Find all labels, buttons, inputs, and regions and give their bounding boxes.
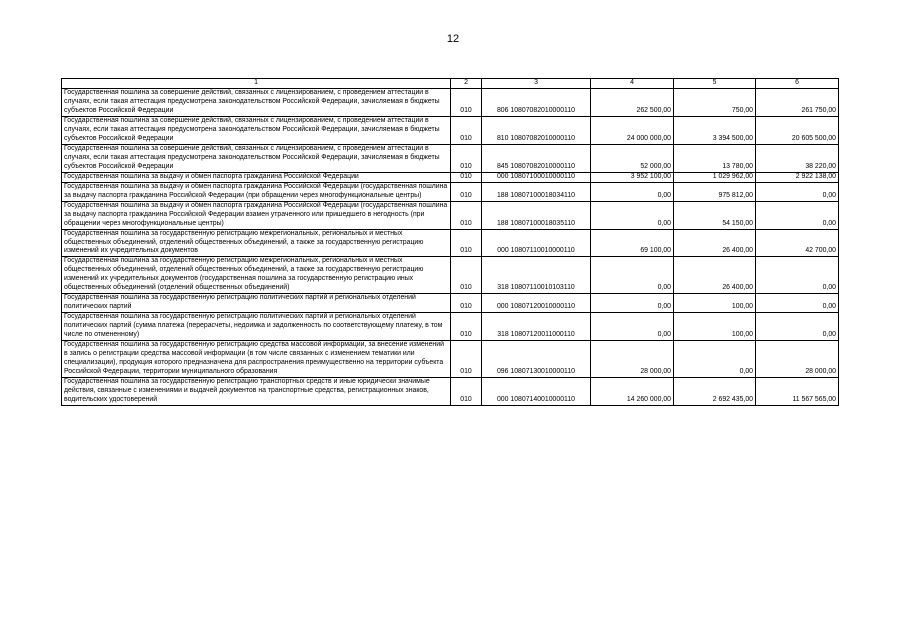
row-name-cell: Государственная пошлина за совершение действий, связанных с лицензированием, с проведением аттестации в случаях, если такая аттестация предусмотрена законодательством Российской Федерации, зачисляемая в бюджеты субъектов Российской Федерации [62, 116, 451, 144]
row-code-cell: 010 [451, 229, 482, 257]
row-budget-code-cell: 000 10807110010000110 [482, 229, 591, 257]
column-header: 4 [591, 79, 674, 89]
row-unexecuted-amount-cell: 28 000,00 [756, 341, 839, 378]
row-code-cell: 010 [451, 294, 482, 313]
row-code-cell: 010 [451, 89, 482, 117]
row-approved-amount-cell: 3 952 100,00 [591, 172, 674, 182]
row-unexecuted-amount-cell: 261 750,00 [756, 89, 839, 117]
row-name-cell: Государственная пошлина за выдачу и обмен паспорта гражданина Российской Федерации (государственная пошлина за выдачу паспорта гражданина Российской Федерации (при обращении через многофункциональные центры) [62, 182, 451, 201]
row-approved-amount-cell: 262 500,00 [591, 89, 674, 117]
row-executed-amount-cell: 54 150,00 [674, 201, 756, 229]
row-approved-amount-cell: 52 000,00 [591, 144, 674, 172]
row-name-cell: Государственная пошлина за государственную регистрацию межрегиональных, региональных и местных общественных объединений, отделений общественных объединений, а также за государственную регистрацию изменений их учредительных документов [62, 229, 451, 257]
row-name-cell: Государственная пошлина за государственную регистрацию межрегиональных, региональных и местных общественных объединений, отделений общественных объединений, а также за государственную регистрацию изменений их учредительных документов (государственная пошлина за государственную регистрацию иных общественных объединений (отделений общественных объединений) [62, 257, 451, 294]
table-row [62, 116, 839, 144]
column-number-header-row [62, 79, 839, 89]
row-approved-amount-cell: 28 000,00 [591, 341, 674, 378]
table-row [62, 378, 839, 406]
row-unexecuted-amount-cell: 0,00 [756, 257, 839, 294]
column-header: 1 [62, 79, 451, 89]
row-executed-amount-cell: 1 029 962,00 [674, 172, 756, 182]
row-approved-amount-cell: 0,00 [591, 201, 674, 229]
row-approved-amount-cell: 0,00 [591, 294, 674, 313]
row-code-cell: 010 [451, 172, 482, 182]
row-code-cell: 010 [451, 341, 482, 378]
table-row [62, 294, 839, 313]
row-unexecuted-amount-cell: 0,00 [756, 201, 839, 229]
row-name-cell: Государственная пошлина за совершение действий, связанных с лицензированием, с проведением аттестации в случаях, если такая аттестация предусмотрена законодательством Российской Федерации, зачисляемая в бюджеты субъектов Российской Федерации [62, 89, 451, 117]
row-name-cell: Государственная пошлина за государственную регистрацию политических партий и региональных отделений политических партий (сумма платежа (перерасчеты, недоимка и задолженность по соответствующему платежу, в том числе по отмененному) [62, 313, 451, 341]
row-budget-code-cell: 000 10807140010000110 [482, 378, 591, 406]
table-row [62, 229, 839, 257]
row-unexecuted-amount-cell: 20 605 500,00 [756, 116, 839, 144]
row-budget-code-cell: 188 10807100018034110 [482, 182, 591, 201]
row-unexecuted-amount-cell: 2 922 138,00 [756, 172, 839, 182]
row-code-cell: 010 [451, 144, 482, 172]
column-header: 5 [674, 79, 756, 89]
row-budget-code-cell: 318 10807110010103110 [482, 257, 591, 294]
row-name-cell: Государственная пошлина за государственную регистрацию политических партий и региональных отделений политических партий [62, 294, 451, 313]
row-executed-amount-cell: 3 394 500,00 [674, 116, 756, 144]
row-unexecuted-amount-cell: 38 220,00 [756, 144, 839, 172]
row-approved-amount-cell: 0,00 [591, 182, 674, 201]
row-code-cell: 010 [451, 257, 482, 294]
row-unexecuted-amount-cell: 42 700,00 [756, 229, 839, 257]
row-code-cell: 010 [451, 116, 482, 144]
row-name-cell: Государственная пошлина за государственную регистрацию средства массовой информации, за внесение изменений в запись о регистрации средства массовой информации (в том числе связанных с изменением тематики или специализации), продукция которого предназначена для распространения преимущественно на территории субъекта Российской Федерации, территории муниципального образования [62, 341, 451, 378]
row-budget-code-cell: 000 10807100010000110 [482, 172, 591, 182]
row-budget-code-cell: 188 10807100018035110 [482, 201, 591, 229]
row-approved-amount-cell: 0,00 [591, 257, 674, 294]
row-budget-code-cell: 318 10807120011000110 [482, 313, 591, 341]
row-executed-amount-cell: 2 692 435,00 [674, 378, 756, 406]
table-row [62, 201, 839, 229]
row-executed-amount-cell: 26 400,00 [674, 257, 756, 294]
row-executed-amount-cell: 100,00 [674, 313, 756, 341]
row-unexecuted-amount-cell: 0,00 [756, 294, 839, 313]
table-row [62, 144, 839, 172]
table-row [62, 313, 839, 341]
row-executed-amount-cell: 13 780,00 [674, 144, 756, 172]
row-name-cell: Государственная пошлина за совершение действий, связанных с лицензированием, с проведением аттестации в случаях, если такая аттестация предусмотрена законодательством Российской Федерации, зачисляемая в бюджеты субъектов Российской Федерации [62, 144, 451, 172]
row-budget-code-cell: 000 10807120010000110 [482, 294, 591, 313]
row-name-cell: Государственная пошлина за выдачу и обмен паспорта гражданина Российской Федерации [62, 172, 451, 182]
row-executed-amount-cell: 0,00 [674, 341, 756, 378]
table-row [62, 182, 839, 201]
row-approved-amount-cell: 14 260 000,00 [591, 378, 674, 406]
row-unexecuted-amount-cell: 0,00 [756, 182, 839, 201]
table-row [62, 172, 839, 182]
page-number: 12 [446, 33, 460, 45]
table-row [62, 341, 839, 378]
row-unexecuted-amount-cell: 11 567 565,00 [756, 378, 839, 406]
column-header: 6 [756, 79, 839, 89]
row-budget-code-cell: 806 10807082010000110 [482, 89, 591, 117]
row-budget-code-cell: 845 10807082010000110 [482, 144, 591, 172]
row-code-cell: 010 [451, 313, 482, 341]
row-budget-code-cell: 810 10807082010000110 [482, 116, 591, 144]
row-executed-amount-cell: 100,00 [674, 294, 756, 313]
row-executed-amount-cell: 750,00 [674, 89, 756, 117]
row-approved-amount-cell: 24 000 000,00 [591, 116, 674, 144]
row-executed-amount-cell: 26 400,00 [674, 229, 756, 257]
row-code-cell: 010 [451, 201, 482, 229]
row-code-cell: 010 [451, 378, 482, 406]
row-unexecuted-amount-cell: 0,00 [756, 313, 839, 341]
row-executed-amount-cell: 975 812,00 [674, 182, 756, 201]
row-budget-code-cell: 096 10807130010000110 [482, 341, 591, 378]
row-approved-amount-cell: 0,00 [591, 313, 674, 341]
table-row [62, 89, 839, 117]
row-name-cell: Государственная пошлина за государственную регистрацию транспортных средств и иные юридически значимые действия, связанные с изменениями и выдачей документов на транспортные средства, регистрационных знаков, водительских удостоверений [62, 378, 451, 406]
table-row [62, 257, 839, 294]
column-header: 2 [451, 79, 482, 89]
row-approved-amount-cell: 69 100,00 [591, 229, 674, 257]
row-code-cell: 010 [451, 182, 482, 201]
row-name-cell: Государственная пошлина за выдачу и обмен паспорта гражданина Российской Федерации (государственная пошлина за выдачу паспорта гражданина Российской Федерации взамен утраченного или пришедшего в негодность (при обращении через многофункциональные центры) [62, 201, 451, 229]
column-header: 3 [482, 79, 591, 89]
revenue-table [61, 78, 839, 406]
